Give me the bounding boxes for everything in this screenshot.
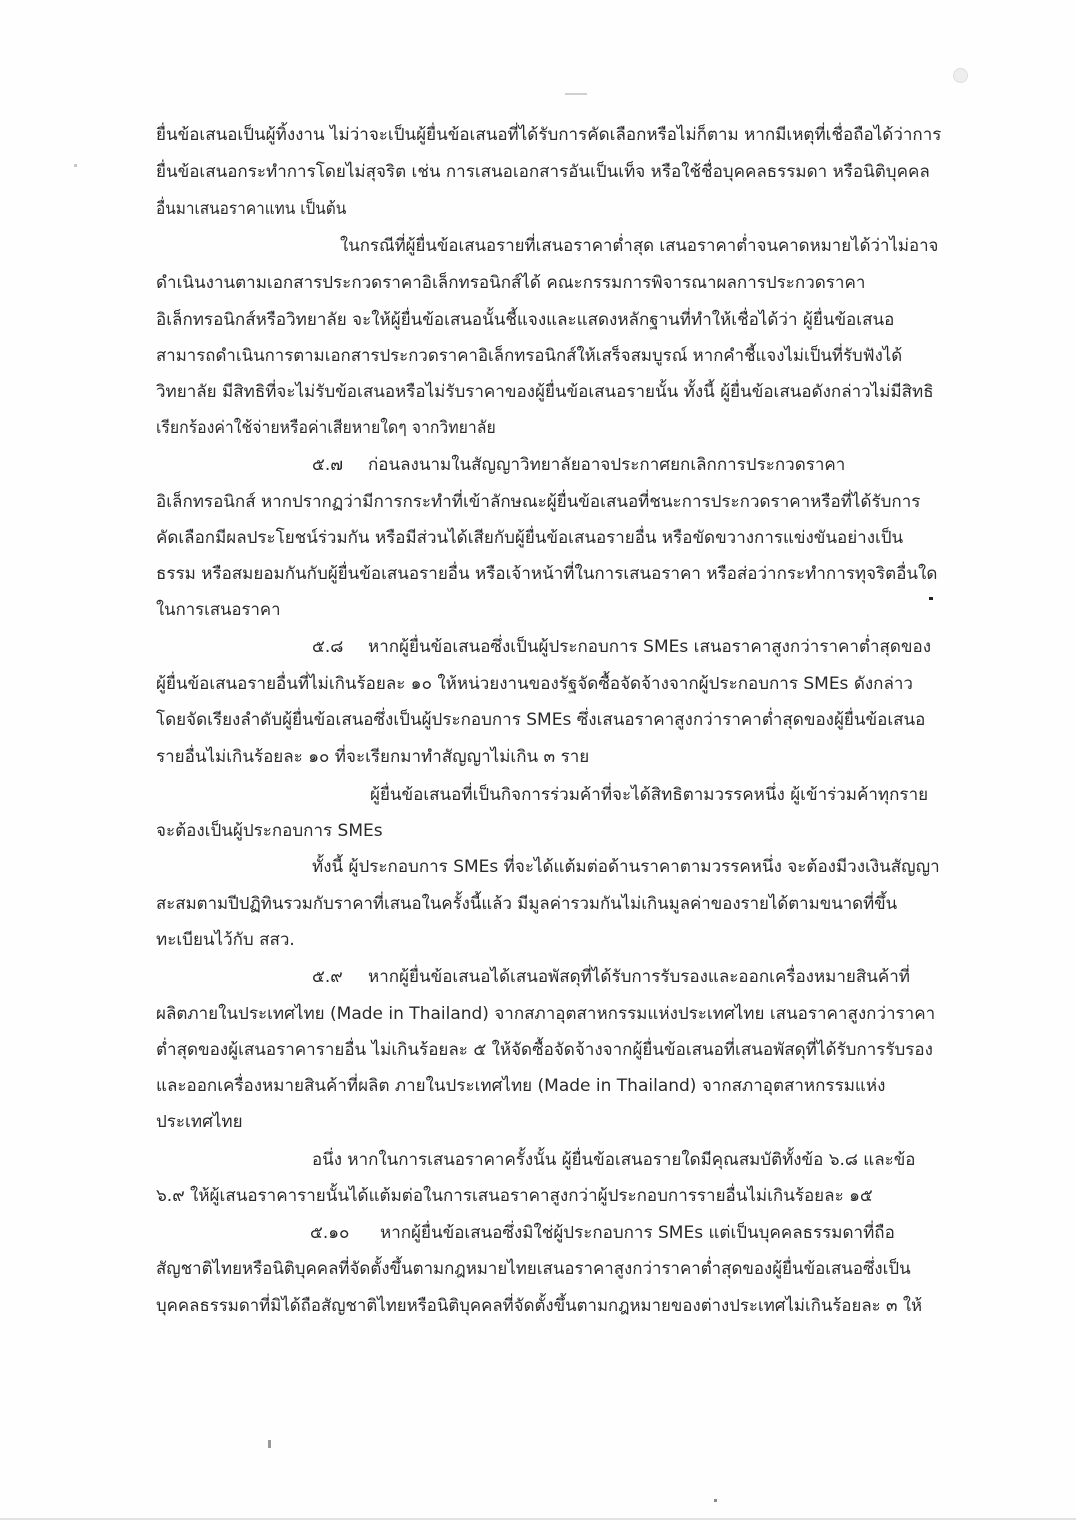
line-text: สามารถดำเนินการตามเอกสารประกวดราคาอิเล็กทรอนิกส์ให้เสร็จสมบูรณ์ หากคำชี้แจงไม่เป็นที่รับฟังได้ [156, 346, 902, 366]
text-line [156, 342, 902, 370]
section-number-text: ๕.๑๐ [310, 1223, 350, 1243]
line-text: วิทยาลัย มีสิทธิที่จะไม่รับข้อเสนอหรือไม่รับราคาของผู้ยื่นข้อเสนอรายนั้น ทั้งนี้ ผู้ยื่นข้อเสนอดังกล่าวไม่มีสิทธิ [156, 382, 934, 402]
line-text: คัดเลือกมีผลประโยชน์ร่วมกัน หรือมีส่วนได้เสียกับผู้ยื่นข้อเสนอรายอื่น หรือขัดขวางการแข่งขันอย่างเป็น [156, 528, 903, 548]
line-text: บุคคลธรรมดาที่มิได้ถือสัญชาติไทยหรือนิติบุคคลที่จัดตั้งขึ้นตามกฎหมายของต่างประเทศไม่เกินร้อยละ ๓ ให้ [156, 1296, 922, 1316]
text-line [156, 670, 920, 698]
scan-speck [929, 597, 933, 600]
scan-speck [953, 68, 968, 83]
scan-speck [74, 164, 77, 167]
line-text: ในกรณีที่ผู้ยื่นข้อเสนอรายที่เสนอราคาต่ำสุด เสนอราคาต่ำจนคาดหมายได้ว่าไม่อาจ [340, 236, 938, 256]
line-text: และออกเครื่องหมายสินค้าที่ผลิต ภายในประเทศไทย (Made in Thailand) จากสภาอุตสาหกรรมแห่ง [156, 1076, 886, 1096]
text-line [156, 414, 496, 442]
line-text: ทั้งนี้ ผู้ประกอบการ SMEs ที่จะได้แต้มต่อด้านราคาตามวรรคหนึ่ง จะต้องมีวงเงินสัญญา [312, 857, 940, 877]
line-text: อื่นมาเสนอราคาแทน เป็นต้น [156, 199, 346, 219]
line-text: เรียกร้องค่าใช้จ่ายหรือค่าเสียหายใดๆ จากวิทยาลัย [156, 418, 496, 438]
line-text: ๖.๙ ให้ผู้เสนอราคารายนั้นได้แต้มต่อในการเสนอราคาสูงกว่าผู้ประกอบการรายอื่นไม่เกินร้อยละ ๑๕ [156, 1186, 873, 1206]
text-line [368, 451, 878, 479]
line-text: อิเล็กทรอนิกส์ หากปรากฏว่ามีการกระทำที่เข้าลักษณะผู้ยื่นข้อเสนอที่ชนะการประกวดราคาหรือที่ได้รับการ [156, 492, 921, 512]
text-line [156, 1072, 888, 1100]
scan-speck [268, 1440, 271, 1448]
text-line [340, 232, 938, 260]
text-line [380, 1219, 918, 1247]
text-line [156, 706, 925, 734]
line-text: จะต้องเป็นผู้ประกอบการ SMEs [156, 821, 383, 841]
scan-speck [565, 93, 587, 95]
text-line [156, 1182, 918, 1210]
line-text: ผู้ยื่นข้อเสนอที่เป็นกิจการร่วมค้าที่จะได้สิทธิตามวรรคหนึ่ง ผู้เข้าร่วมค้าทุกราย [370, 785, 928, 805]
line-text: ยื่นข้อเสนอเป็นผู้ทิ้งงาน ไม่ว่าจะเป็นผู้ยื่นข้อเสนอที่ได้รับการคัดเลือกหรือไม่ก็ตาม หากมีเหตุที่เชื่อถือได้ว่าการ [156, 125, 942, 145]
section-number [312, 633, 360, 661]
line-text: หากผู้ยื่นข้อเสนอซึ่งมิใช่ผู้ประกอบการ SMEs แต่เป็นบุคคลธรรมดาที่ถือ [380, 1223, 895, 1243]
line-text: ธรรม หรือสมยอมกันกับผู้ยื่นข้อเสนอรายอื่น หรือเจ้าหน้าที่ในการเสนอราคา หรือส่อว่ากระทำการทุจริตอื่นใด [156, 564, 938, 584]
scan-speck [714, 1499, 717, 1502]
text-line [156, 269, 865, 297]
text-line [156, 1292, 922, 1320]
line-text: ดำเนินงานตามเอกสารประกวดราคาอิเล็กทรอนิกส์ได้ คณะกรรมการพิจารณาผลการประกวดราคา [156, 273, 865, 293]
line-text: ทะเบียนไว้กับ สสว. [156, 930, 295, 950]
text-line [156, 195, 346, 223]
text-line [370, 781, 928, 809]
line-text: ประเทศไทย [156, 1112, 243, 1132]
text-line [368, 633, 934, 661]
line-text: อิเล็กทรอนิกส์หรือวิทยาลัย จะให้ผู้ยื่นข้อเสนอนั้นชี้แจงและแสดงหลักฐานที่ทำให้เชื่อได้ว่า ผู้ยื่นข้อเสนอ [156, 310, 895, 330]
text-line [312, 1146, 915, 1174]
section-number [312, 963, 360, 991]
text-line [156, 378, 936, 406]
line-text: หากผู้ยื่นข้อเสนอได้เสนอพัสดุที่ได้รับการรับรองและออกเครื่องหมายสินค้าที่ [368, 967, 910, 987]
line-text: ต่ำสุดของผู้เสนอราคารายอื่น ไม่เกินร้อยละ ๕ ให้จัดซื้อจัดจ้างจากผู้ยื่นข้อเสนอที่เสนอพัสดุที่ได้รับการรับรอง [156, 1040, 933, 1060]
text-line [156, 158, 930, 186]
line-text: รายอื่นไม่เกินร้อยละ ๑๐ ที่จะเรียกมาทำสัญญาไม่เกิน ๓ ราย [156, 747, 590, 767]
line-text: ก่อนลงนามในสัญญาวิทยาลัยอาจประกาศยกเลิกการประกวดราคา [368, 455, 846, 475]
line-text: โดยจัดเรียงลำดับผู้ยื่นข้อเสนอซึ่งเป็นผู้ประกอบการ SMEs ซึ่งเสนอราคาสูงกว่าราคาต่ำสุดของผู้ยื่นข้อเสนอ [156, 710, 925, 730]
text-line [156, 121, 943, 149]
text-line [312, 853, 940, 881]
section-number-text: ๕.๗ [312, 455, 344, 475]
text-line [156, 817, 388, 845]
text-line [156, 926, 301, 954]
text-line [156, 596, 281, 624]
text-line [156, 306, 900, 334]
text-line [156, 743, 598, 771]
line-text: ในการเสนอราคา [156, 600, 281, 620]
text-line [368, 963, 920, 991]
text-line [156, 1255, 911, 1283]
text-line [156, 488, 928, 516]
text-line [156, 1036, 936, 1064]
line-text: ผู้ยื่นข้อเสนอรายอื่นที่ไม่เกินร้อยละ ๑๐ ให้หน่วยงานของรัฐจัดซื้อจัดจ้างจากผู้ประกอบการ SMEs ดังกล่าว [156, 674, 913, 694]
text-line [156, 1108, 246, 1136]
line-text: ยื่นข้อเสนอกระทำการโดยไม่สุจริต เช่น การเสนอเอกสารอันเป็นเท็จ หรือใช้ชื่อบุคคลธรรมดา หรือนิติบุคคล [156, 162, 930, 182]
line-text: อนึ่ง หากในการเสนอราคาครั้งนั้น ผู้ยื่นข้อเสนอรายใดมีคุณสมบัติทั้งข้อ ๖.๘ และข้อ [312, 1150, 915, 1170]
section-number [312, 451, 360, 479]
line-text: ผลิตภายในประเทศไทย (Made in Thailand) จากสภาอุตสาหกรรมแห่งประเทศไทย เสนอราคาสูงกว่าราคา [156, 1004, 935, 1024]
section-number-text: ๕.๙ [312, 967, 343, 987]
line-text: สะสมตามปีปฏิทินรวมกับราคาที่เสนอในครั้งนี้แล้ว มีมูลค่ารวมกันไม่เกินมูลค่าของรายได้ตามขนาดที่ขึ้น [156, 894, 897, 914]
text-line [156, 560, 944, 588]
section-number [310, 1219, 366, 1247]
section-number-text: ๕.๘ [312, 637, 344, 657]
line-text: สัญชาติไทยหรือนิติบุคคลที่จัดตั้งขึ้นตามกฎหมายไทยเสนอราคาสูงกว่าราคาต่ำสุดของผู้ยื่นข้อเสนอซึ่งเป็น [156, 1259, 911, 1279]
text-line [156, 1000, 935, 1028]
text-line [156, 890, 897, 918]
line-text: หากผู้ยื่นข้อเสนอซึ่งเป็นผู้ประกอบการ SMEs เสนอราคาสูงกว่าราคาต่ำสุดของ [368, 637, 932, 657]
text-line [156, 524, 903, 552]
